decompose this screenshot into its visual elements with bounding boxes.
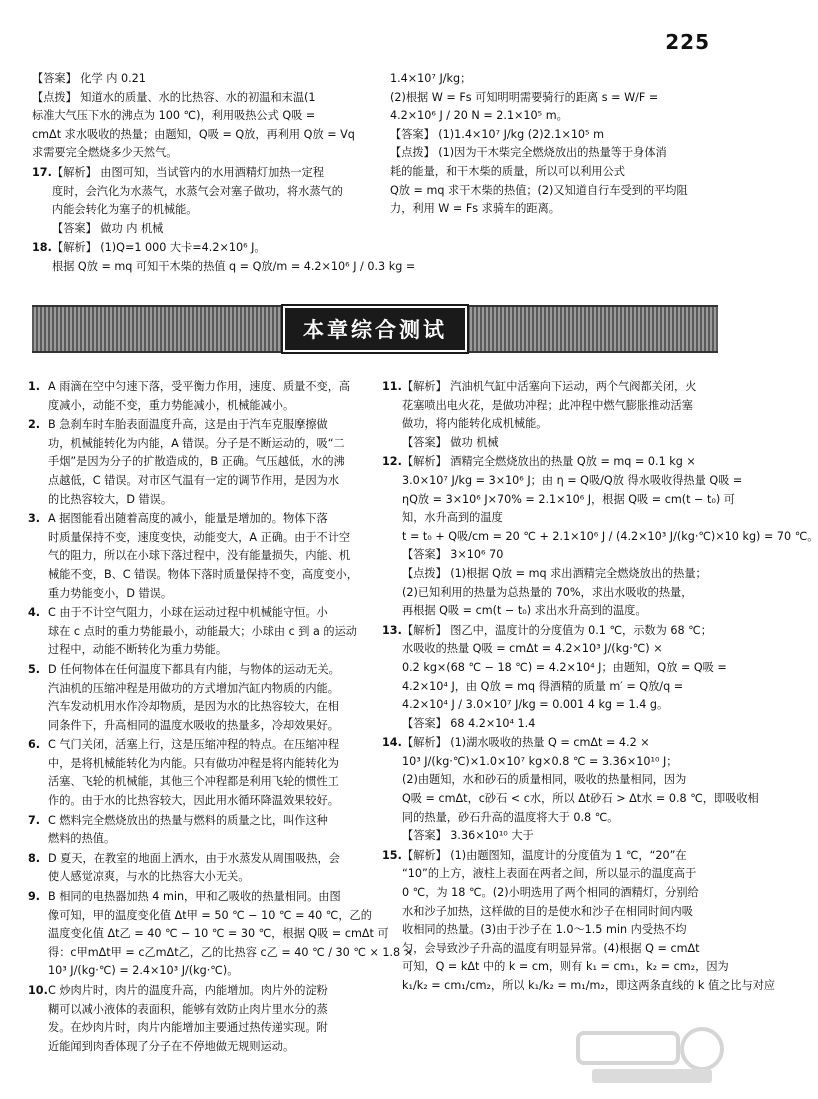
item-text: 【答案】 3.36×10¹⁰ 大于 [402,829,534,843]
right-answer-column [382,378,818,997]
item-text: ηQ放 = 3×10⁶ J×70% = 2.1×10⁶ J，根据 Q吸 = cm(t − t₀) 可 [402,492,735,506]
item-number: 13. [382,623,402,637]
item-text: 1.4×10⁷ J/kg； [390,72,472,85]
item-number: 2. [28,418,41,432]
item-number: 17. [32,165,52,179]
item-text: (2)已知利用的热量为总热量的 70%，求出水吸收的热量， [402,585,693,599]
chapter-test-banner [32,305,718,353]
item-text: Q吸 = cmΔt，c砂石 < c水，所以 Δt砂石 > Δt水 = 0.8 ℃，即吸收相 [402,792,759,806]
item-text: 花塞喷出电火花，是做功冲程；此冲程中燃气膨胀推动活塞 [402,398,693,412]
answer-item [382,622,727,734]
item-text: 糊可以减小液体的表面积，能够有效防止肉片里水分的蒸 [48,1002,328,1016]
item-text: 【解析】 (1)由题图知，温度计的分度值为 1 ℃，“20”在 [402,848,687,862]
item-text: 10³ J/(kg·℃)×1.0×10⁷ kg×0.8 ℃ = 3.36×10¹⁰ J； [402,754,678,768]
item-text: 度减小，动能不变，重力势能减小，机械能减小。 [48,398,295,412]
item-text: 作的。由于水的比热容较大，因此用水循环降温效果较好。 [48,794,339,808]
item-number: 9. [28,890,41,904]
answer-item [28,378,364,415]
item-text: 可知，Q = kΔt 中的 k = cm，则有 k₁ = cm₁，k₂ = cm₂，因为 [402,960,729,974]
answer-item [28,736,364,810]
item-text: 活塞、飞轮的机械能，其他三个冲程都是利用飞轮的惯性工 [48,775,339,789]
item-text: 汽车发动机用水作冷却物质，是因为水的比热容较大，在相 [48,700,339,714]
item-text: 汽油机的压缩冲程是用做功的方式增加汽缸内物质的内能。 [48,681,339,695]
item-text: 【答案】 3×10⁶ 70 [402,548,504,562]
item-text: 4.2×10⁴ J / 3.0×10⁷ J/kg = 0.001 4 kg = 1.4 g。 [402,698,669,712]
item-text: 【解析】 酒精完全燃烧放出的热量 Q放 = mq = 0.1 kg × [402,455,696,469]
item-text: 【点拨】 (1)因为干木柴完全燃烧放出的热量等于身体消 [390,146,667,160]
item-text: 【答案】 做功 内 机械 [52,221,164,235]
answer-item [28,604,364,660]
item-text: “10”的上方，液柱上表面在两者之间，所以显示的温度高于 [402,867,697,881]
item-text: (2)根据 W = Fs 可知明明需要骑行的距离 s = W/F = [390,90,659,104]
item-text: 【答案】 做功 机械 [402,435,499,449]
item-number: 14. [382,736,402,750]
item-number: 10. [28,984,48,997]
item-text: D 任何物体在任何温度下都具有内能，与物体的运动无关。 [48,662,340,676]
item-text: 水和沙子加热，这样做的目的是使水和沙子在相同时间内吸 [402,904,693,918]
item-number: 1. [28,380,41,393]
item-text: Q放 = mq 求干木柴的热值；(2)又知道自行车受到的平均阻 [390,183,688,197]
answer-item [382,453,818,620]
item-number: 8. [28,851,41,865]
item-text: 内能会转化为塞子的机械能。 [52,203,198,217]
item-text: 知，水升高到的温度 [402,511,503,525]
item-number: 12. [382,455,402,469]
item-text: 发。在炒肉片时，肉片内能增加主要通过热传递实现。附 [48,1021,328,1035]
item-text: 【点拨】 (1)根据 Q放 = mq 求出酒精完全燃烧放出的热量； [402,566,707,580]
item-text: 再根据 Q吸 = cm(t − t₀) 求出水升高到的温度。 [402,604,647,618]
page-number: 225 [665,30,710,54]
item-text: 气的阻力，所以在小球下落过程中，没有能量损失，内能、机 [48,549,351,563]
item-text: B 相同的电热器加热 4 min，甲和乙吸收的热量相同。由图 [48,890,341,904]
item-number: 18. [32,241,52,255]
answer-item [32,239,416,276]
item-text: t = t₀ + Q吸/cm = 20 ℃ + 2.1×10⁶ J / (4.2×10³ J/(kg·℃)×10 kg) = 70 ℃。 [402,529,818,543]
item-text: 功，机械能转化为内能，A 错误。分子是不断运动的，吸“二 [48,436,345,450]
item-text: 耗的能量，和干木柴的质量，所以可以利用公式 [390,164,625,178]
top-right-column [390,70,720,220]
item-number: 3. [28,512,41,526]
answer-item [382,734,759,846]
item-text: 0 ℃，为 18 ℃。(2)小明选用了两个相同的酒精灯，分别给 [402,886,699,900]
item-text: 求需要完全燃烧多少天然气。 [32,146,178,160]
item-text: 像可知，甲的温度变化值 Δt甲 = 50 ℃ − 10 ℃ = 40 ℃，乙的 [48,908,372,922]
answer-item [32,164,362,238]
item-text: cmΔt 求水吸收的热量；由题知，Q吸 = Q放，再利用 Q放 = Vq [32,127,355,141]
item-text: 【答案】 (1)1.4×10⁷ J/kg (2)2.1×10⁵ m [390,127,604,141]
item-text: 重力势能变小，D 错误。 [48,586,173,600]
item-text: 【解析】 图乙中，温度计的分度值为 0.1 ℃，示数为 68 ℃； [402,623,712,637]
item-number: 15. [382,848,402,862]
item-text: 点越低，C 错误。对市区气温有一定的调节作用，是因为水 [48,473,340,487]
answer-item [28,850,364,887]
answer-item [382,378,722,452]
answer-item [28,510,364,603]
banner-title: 本章综合测试 [283,306,467,352]
answer-item [28,661,364,735]
item-text: C 由于不计空气阻力，小球在运动过程中机械能守恒。小 [48,606,328,620]
answer-item [28,982,364,1056]
item-text: 【解析】 (1)Q=1 000 大卡=4.2×10⁶ J。 [52,241,266,255]
item-text: k₁/k₂ = cm₁/cm₂，所以 k₁/k₂ = m₁/m₂，即这两条直线的 k 值之比与对应 [402,979,776,992]
item-number: 11. [382,380,402,393]
item-number: 6. [28,738,41,752]
watermark-logo-icon [572,1025,732,1087]
answer-item [28,416,364,509]
item-text: (2)由题知，水和砂石的质量相同，吸收的热量相同，因为 [402,773,687,787]
item-text: 标准大气压下水的沸点为 100 ℃)，利用吸热公式 Q吸 = [32,109,316,123]
answer-item [28,888,414,981]
item-text: 时质量保持不变，速度变快，动能变大，A 正确。由于不计空 [48,530,351,544]
item-text: 中，是将机械能转化为内能。只有做功冲程是将内能转化为 [48,756,339,770]
item-text: 匀，会导致沙子升高的温度有明显异常。(4)根据 Q = cmΔt [402,941,700,955]
item-text: 近能闻到肉香体现了分子在不停地做无规则运动。 [48,1039,295,1053]
answer-item [390,70,720,219]
item-text: 【答案】 68 4.2×10⁴ 1.4 [402,716,536,730]
item-text: A 雨滴在空中匀速下落，受平衡力作用，速度、质量不变，高 [48,380,351,393]
item-text: 【解析】 由图可知，当试管内的水用酒精灯加热一定程 [52,165,325,179]
item-text: B 急刹车时车胎表面温度升高，这是由于汽车克服摩擦做 [48,418,328,432]
item-text: 【答案】 化学 内 0.21 [32,72,146,85]
item-text: 燃料的热值。 [48,832,116,846]
item-text: 【点拨】 知道水的质量、水的比热容、水的初温和末温(1 [32,90,316,104]
item-number: 5. [28,662,41,676]
item-text: 温度变化值 Δt乙 = 40 ℃ − 10 ℃ = 30 ℃，根据 Q吸 = cmΔt 可 [48,927,389,941]
item-text: 的比热容较大，D 错误。 [48,492,173,506]
item-text: 使人感觉凉爽，与水的比热容大小无关。 [48,870,250,884]
item-text: 械能不变，B、C 错误。物体下落时质量保持不变，高度变小， [48,567,358,581]
item-text: A 据图能看出随着高度的减小，能量是增加的。物体下落 [48,512,328,526]
item-number: 4. [28,606,41,620]
answer-item [382,847,776,996]
answer-item [28,812,364,849]
item-text: C 气门关闭，活塞上行，这是压缩冲程的特点。在压缩冲程 [48,738,340,752]
item-text: 度时，会汽化为水蒸气，水蒸气会对塞子做功，将水蒸气的 [52,184,343,198]
item-text: 球在 c 点时的重力势能最小，动能最大；小球由 c 到 a 的运动 [48,624,357,638]
item-text: 10³ J/(kg·℃) = 2.4×10³ J/(kg·℃)。 [48,964,239,978]
item-text: 手烟”是因为分子的扩散造成的，B 正确。气压越低，水的沸 [48,455,345,469]
item-text: C 燃料完全燃烧放出的热量与燃料的质量之比，叫作这种 [48,813,328,827]
item-text: 【解析】 汽油机气缸中活塞向下运动，两个气阀都关闭，火 [402,380,697,393]
item-text: 水吸收的热量 Q吸 = cmΔt = 4.2×10³ J/(kg·℃) × [402,642,663,656]
item-text: 4.2×10⁶ J / 20 N = 2.1×10⁵ m。 [390,109,568,123]
answer-item [32,70,362,163]
item-text: 过程中，动能不断转化为重力势能。 [48,643,228,657]
item-text: 做功，将内能转化成机械能。 [402,417,548,431]
item-text: 力，利用 W = Fs 求骑车的距离。 [390,202,560,216]
item-text: 得：c甲mΔt甲 = c乙mΔt乙，乙的比热容 c乙 = 40 ℃ / 30 ℃ × 1.8 × [48,945,414,959]
item-text: 同的热量，砂石升高的温度将大于 0.8 ℃。 [402,810,619,824]
item-text: 0.2 kg×(68 ℃ − 18 ℃) = 4.2×10⁴ J；由题知，Q放 = Q吸 = [402,660,727,674]
item-number: 7. [28,813,41,827]
item-text: 根据 Q放 = mq 可知干木柴的热值 q = Q放/m = 4.2×10⁶ J / 0.3 kg = [52,259,416,273]
item-text: 【解析】 (1)湖水吸收的热量 Q = cmΔt = 4.2 × [402,736,650,750]
item-text: 3.0×10⁷ J/kg = 3×10⁶ J；由 η = Q吸/Q放 得水吸收得热量 Q吸 = [402,473,743,487]
item-text: 4.2×10⁴ J，由 Q放 = mq 得酒精的质量 m′ = Q放/q = [402,679,684,693]
item-text: 同条件下，升高相同的温度水吸收的热量多，冷却效果好。 [48,718,339,732]
top-left-column [32,70,416,278]
item-text: C 炒肉片时，肉片的温度升高，内能增加。肉片外的淀粉 [48,984,328,997]
item-text: D 夏天，在教室的地面上洒水，由于水蒸发从周围吸热，会 [48,851,340,865]
item-text: 收相同的热量。(3)由于沙子在 1.0～1.5 min 内受热不均 [402,923,687,937]
